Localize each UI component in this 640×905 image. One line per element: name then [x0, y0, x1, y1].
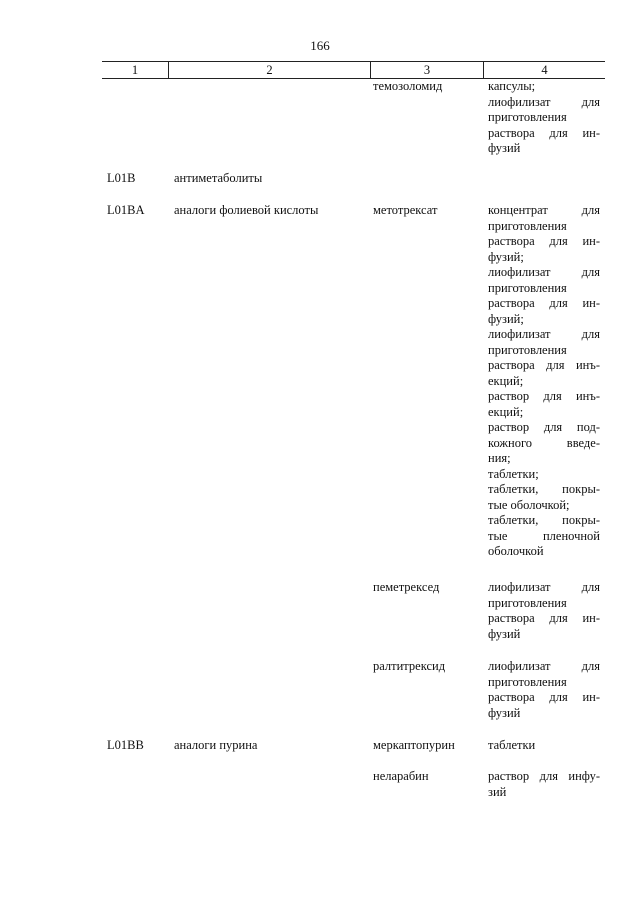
drug-name: темозоломид — [373, 79, 443, 93]
dosage-form-line: раствор для инъ- — [488, 389, 600, 403]
atc-code: L01B — [107, 171, 136, 185]
page-number: 166 — [310, 38, 330, 53]
dosage-form-line: раствора для инъ- — [488, 358, 600, 372]
column-header-3: 3 — [370, 62, 483, 78]
dosage-form-line: лиофилизат для — [488, 580, 600, 594]
dosage-form-line: зий — [488, 784, 507, 799]
atc-group: аналоги фолиевой кислоты — [174, 203, 319, 217]
dosage-form-line: екций; — [488, 373, 524, 388]
dosage-form-line: таблетки; — [488, 466, 539, 481]
column-header-1: 1 — [131, 63, 139, 77]
dosage-form-line: приготовления — [488, 280, 567, 295]
dosage-form-line: приготовления — [488, 110, 567, 124]
dosage-form-line: екций; — [488, 404, 524, 419]
dosage-form-line: ния; — [488, 451, 511, 465]
dosage-form-line: приготовления — [488, 342, 567, 357]
dosage-forms — [488, 769, 600, 800]
drug-name: меркаптопурин — [373, 738, 455, 752]
dosage-form-line: приготовления — [488, 595, 567, 610]
drug-name: ралтитрексид — [373, 659, 446, 673]
dosage-form-line: раствор для инфу- — [488, 769, 600, 783]
dosage-form-line: тые оболочкой; — [488, 497, 570, 512]
dosage-form-line: кожного введе- — [488, 435, 600, 450]
dosage-form-line: таблетки — [488, 738, 536, 752]
dosage-form-line: раствора для ин- — [488, 234, 600, 248]
dosage-form-line: таблетки, покры- — [488, 482, 600, 496]
dosage-form-line: капсулы; — [488, 79, 536, 93]
dosage-forms — [488, 79, 600, 157]
column-header-4: 4 — [483, 62, 605, 78]
dosage-form-line: раствора для ин- — [488, 611, 600, 625]
dosage-form-line: таблетки, покры- — [488, 513, 600, 527]
atc-code: L01BA — [107, 203, 145, 217]
dosage-form-line: лиофилизат для — [488, 327, 600, 341]
dosage-form-line: фузий — [488, 141, 521, 155]
dosage-forms — [488, 738, 600, 754]
atc-code: L01BB — [107, 738, 144, 752]
dosage-form-line: лиофилизат для — [488, 659, 600, 673]
dosage-form-line: лиофилизат для — [488, 94, 600, 109]
dosage-form-line: лиофилизат для — [488, 265, 600, 279]
dosage-forms — [488, 659, 600, 721]
dosage-form-line: концентрат для — [488, 203, 600, 217]
dosage-forms — [488, 580, 600, 642]
dosage-form-line: раствор для под- — [488, 420, 600, 434]
dosage-form-line: раствора для ин- — [488, 296, 600, 310]
drug-name: метотрексат — [373, 203, 438, 217]
dosage-form-line: фузий — [488, 626, 521, 641]
column-header-2: 2 — [168, 62, 370, 78]
drug-name: неларабин — [373, 769, 429, 783]
dosage-form-line: приготовления — [488, 674, 567, 689]
dosage-form-line: оболочкой — [488, 544, 544, 558]
drug-name: пеметрексед — [373, 580, 440, 594]
atc-group: антиметаболиты — [174, 171, 263, 185]
dosage-form-line: приготовления — [488, 218, 567, 233]
dosage-form-line: раствора для ин- — [488, 125, 600, 140]
dosage-forms — [488, 203, 600, 560]
dosage-form-line: тые пленочной — [488, 528, 600, 543]
dosage-form-line: фузий; — [488, 311, 524, 326]
atc-group: аналоги пурина — [174, 738, 258, 752]
dosage-form-line: фузий — [488, 705, 521, 720]
table-header-row — [102, 61, 605, 79]
dosage-form-line: раствора для ин- — [488, 690, 600, 704]
dosage-form-line: фузий; — [488, 249, 524, 264]
